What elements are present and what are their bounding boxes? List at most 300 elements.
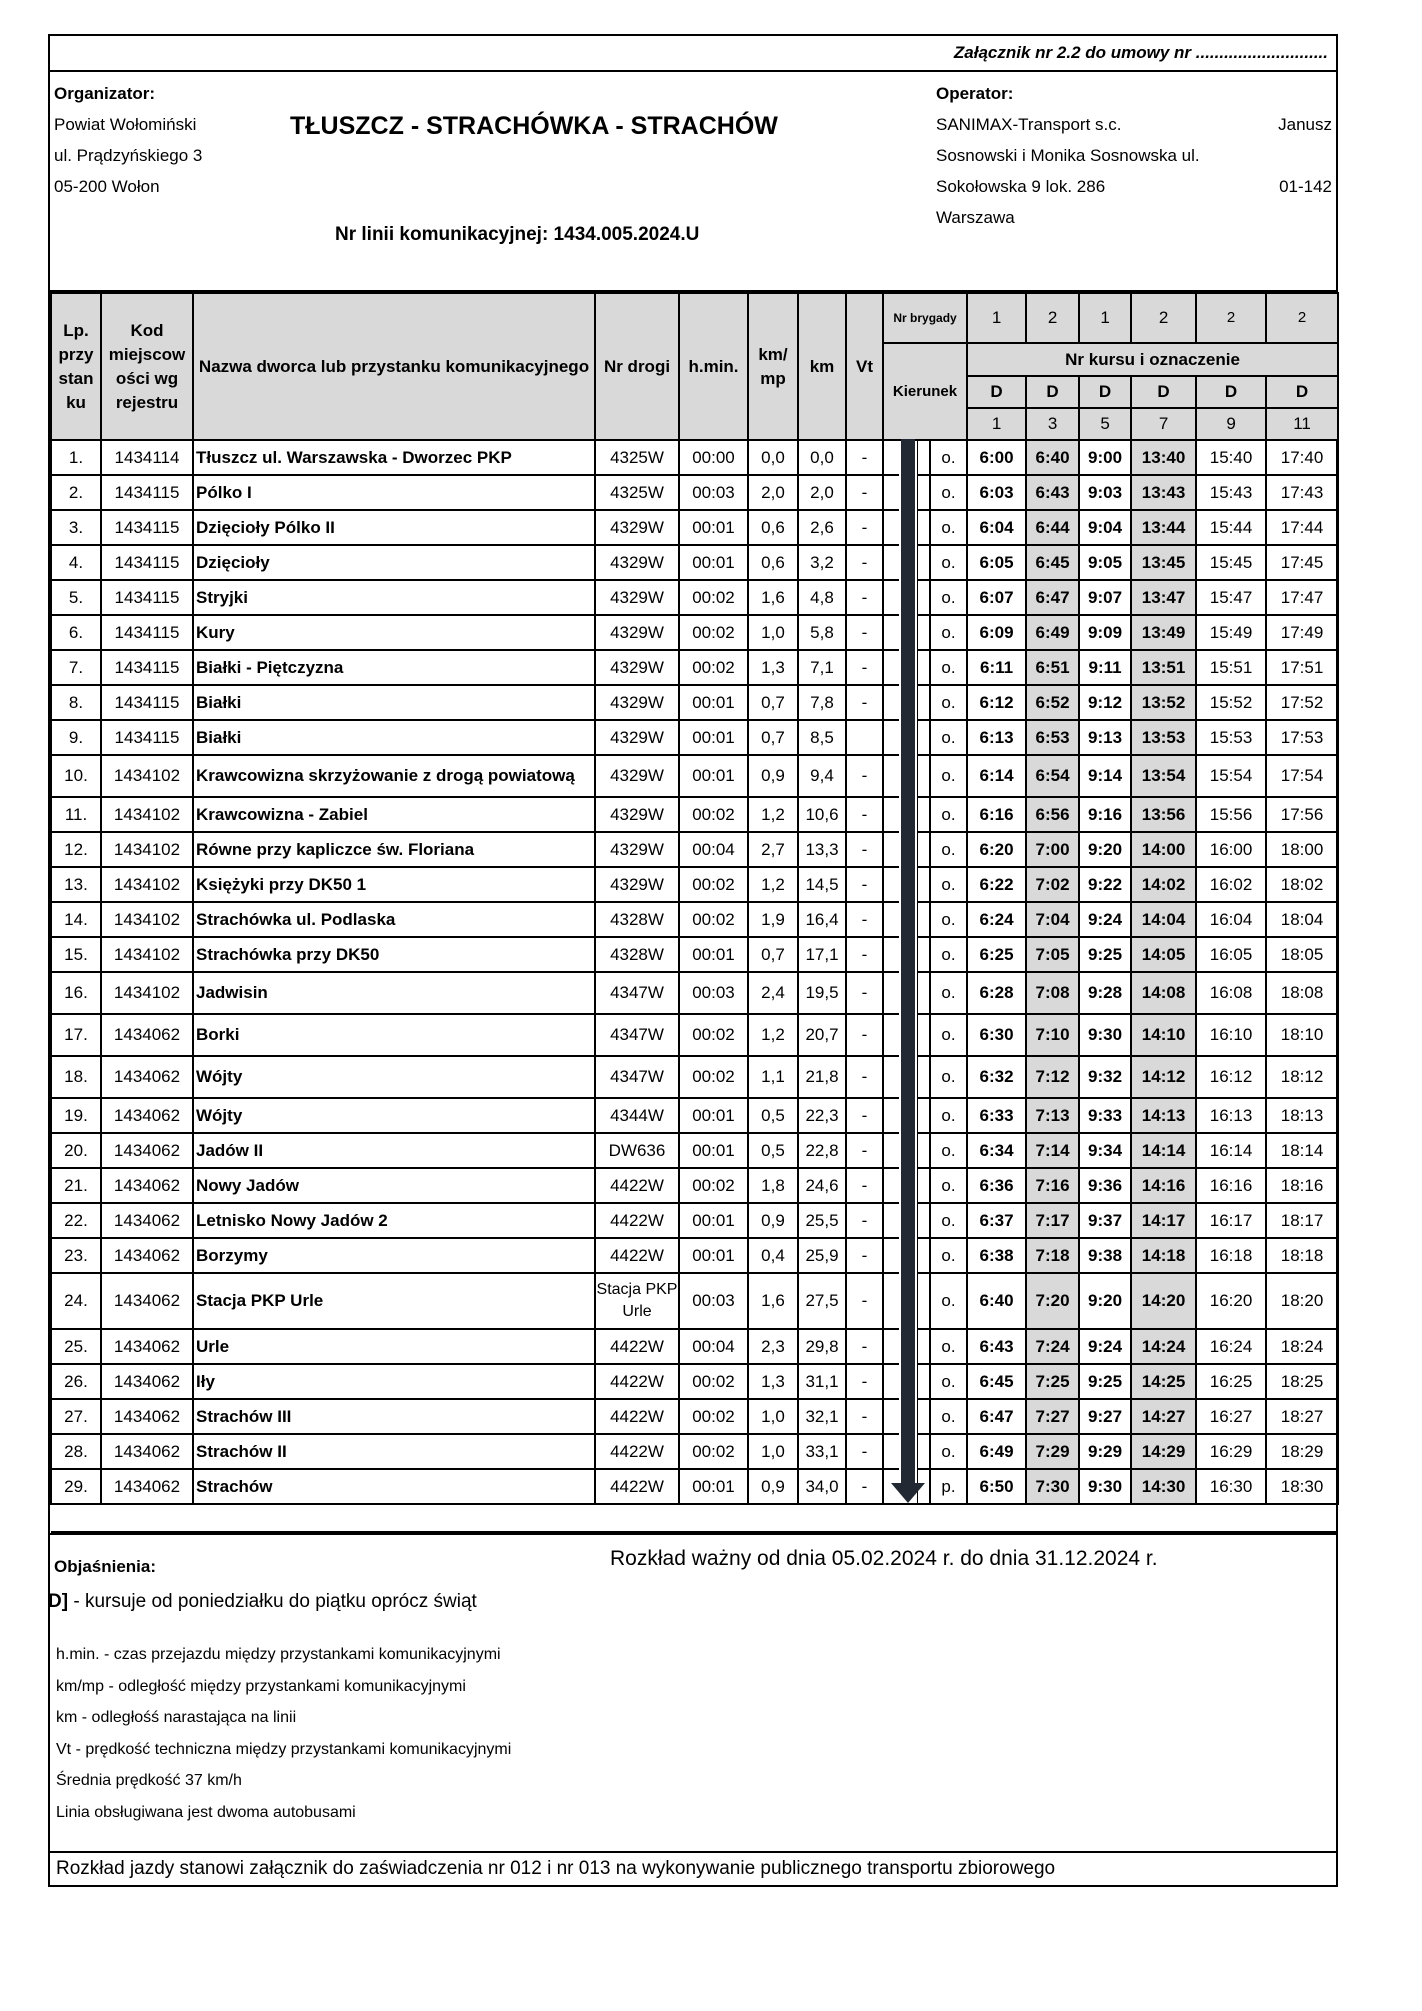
- departure-time: 6:44: [1026, 510, 1079, 545]
- course-number: 9: [1196, 408, 1266, 440]
- cell-km: 25,9: [798, 1238, 846, 1273]
- cell-name: Jadwisin: [193, 972, 595, 1014]
- departure-time: 14:00: [1131, 832, 1196, 867]
- departure-time: 6:14: [967, 755, 1026, 797]
- cell-hmin: 00:01: [679, 545, 748, 580]
- departure-time: 18:17: [1266, 1203, 1338, 1238]
- cell-road: 4422W: [595, 1203, 679, 1238]
- cell-vt: -: [846, 937, 883, 972]
- cell-hmin: 00:01: [679, 937, 748, 972]
- cell-road: 4344W: [595, 1098, 679, 1133]
- cell-name: Wójty: [193, 1098, 595, 1133]
- table-row: [51, 1273, 1338, 1329]
- cell-lp: 2.: [51, 475, 101, 510]
- departure-time: 15:40: [1196, 440, 1266, 475]
- cell-code: 1434102: [101, 902, 193, 937]
- cell-name: Wójty: [193, 1056, 595, 1098]
- table-row: [51, 1364, 1338, 1399]
- timetable: [50, 292, 1339, 1533]
- departure-time: 17:53: [1266, 720, 1338, 755]
- cell-name: Strachówka przy DK50: [193, 937, 595, 972]
- course-number: 1: [967, 408, 1026, 440]
- departure-time: 7:20: [1026, 1273, 1079, 1329]
- departure-time: 6:56: [1026, 797, 1079, 832]
- cell-km: 22,8: [798, 1133, 846, 1168]
- table-row: [51, 1238, 1338, 1273]
- cell-vt: -: [846, 580, 883, 615]
- table-row: [51, 510, 1338, 545]
- cell-vt: -: [846, 1168, 883, 1203]
- cell-kmmp: 0,5: [748, 1133, 798, 1168]
- header-lp: Lp. przy stan ku: [51, 293, 101, 440]
- departure-time: 16:16: [1196, 1168, 1266, 1203]
- departure-time: 16:04: [1196, 902, 1266, 937]
- departure-time: 18:13: [1266, 1098, 1338, 1133]
- departure-time: 15:49: [1196, 615, 1266, 650]
- cell-code: 1434062: [101, 1399, 193, 1434]
- cell-road: 4329W: [595, 510, 679, 545]
- departure-time: 16:13: [1196, 1098, 1266, 1133]
- cell-hmin: 00:01: [679, 1238, 748, 1273]
- course-number: 11: [1266, 408, 1338, 440]
- brigade-cell: 1: [967, 293, 1026, 343]
- departure-time: 9:27: [1079, 1399, 1131, 1434]
- departure-time: 13:52: [1131, 685, 1196, 720]
- departure-time: 16:02: [1196, 867, 1266, 902]
- arrow-head: [891, 1483, 925, 1503]
- cell-name: Jadów II: [193, 1133, 595, 1168]
- departure-time: 7:02: [1026, 867, 1079, 902]
- cell-lp: 23.: [51, 1238, 101, 1273]
- cell-hmin: 00:01: [679, 1469, 748, 1504]
- cell-kmmp: 0,9: [748, 755, 798, 797]
- legend-d-mark: [48, 1591, 477, 1613]
- departure-time: 7:30: [1026, 1469, 1079, 1504]
- cell-name: Krawcowizna skrzyżowanie z drogą powiatową: [193, 755, 595, 797]
- cell-kmmp: 0,0: [748, 440, 798, 475]
- cell-vt: -: [846, 832, 883, 867]
- cell-hmin: 00:02: [679, 615, 748, 650]
- cell-name: Iły: [193, 1364, 595, 1399]
- departure-time: 17:43: [1266, 475, 1338, 510]
- cell-code: 1434062: [101, 1434, 193, 1469]
- table-row: [51, 1469, 1338, 1504]
- departure-time: 18:16: [1266, 1168, 1338, 1203]
- cell-direction: o.: [930, 1133, 967, 1168]
- departure-time: 6:00: [967, 440, 1026, 475]
- operator-line: [936, 202, 1332, 233]
- cell-direction: o.: [930, 1056, 967, 1098]
- departure-time: 6:52: [1026, 685, 1079, 720]
- cell-km: 7,1: [798, 650, 846, 685]
- departure-time: 16:25: [1196, 1364, 1266, 1399]
- departure-time: 6:07: [967, 580, 1026, 615]
- cell-km: 2,6: [798, 510, 846, 545]
- cell-code: 1434062: [101, 1238, 193, 1273]
- departure-time: 9:24: [1079, 902, 1131, 937]
- departure-time: 7:25: [1026, 1364, 1079, 1399]
- table-row: [51, 902, 1338, 937]
- table-row: [51, 937, 1338, 972]
- departure-time: 13:45: [1131, 545, 1196, 580]
- cell-vt: -: [846, 475, 883, 510]
- cell-code: 1434062: [101, 1329, 193, 1364]
- departure-time: 16:29: [1196, 1434, 1266, 1469]
- cell-km: 22,3: [798, 1098, 846, 1133]
- departure-time: 17:49: [1266, 615, 1338, 650]
- header-vt: Vt: [846, 293, 883, 440]
- departure-time: 7:18: [1026, 1238, 1079, 1273]
- cell-vt: -: [846, 867, 883, 902]
- departure-time: 7:00: [1026, 832, 1079, 867]
- departure-time: 6:32: [967, 1056, 1026, 1098]
- cell-direction: o.: [930, 475, 967, 510]
- cell-km: 17,1: [798, 937, 846, 972]
- cell-vt: -: [846, 1434, 883, 1469]
- table-row: [51, 832, 1338, 867]
- departure-time: 13:53: [1131, 720, 1196, 755]
- cell-kmmp: 1,2: [748, 867, 798, 902]
- cell-road: 4329W: [595, 720, 679, 755]
- departure-time: 15:52: [1196, 685, 1266, 720]
- cell-vt: -: [846, 1364, 883, 1399]
- departure-time: 16:10: [1196, 1014, 1266, 1056]
- cell-code: 1434115: [101, 510, 193, 545]
- cell-hmin: 00:01: [679, 720, 748, 755]
- departure-time: 6:40: [1026, 440, 1079, 475]
- departure-time: 15:56: [1196, 797, 1266, 832]
- departure-time: 14:10: [1131, 1014, 1196, 1056]
- cell-km: 8,5: [798, 720, 846, 755]
- legend-item: Średnia prędkość 37 km/h: [56, 1772, 242, 1789]
- cell-hmin: 00:01: [679, 1133, 748, 1168]
- cell-kmmp: 1,9: [748, 902, 798, 937]
- course-mark: D: [967, 376, 1026, 408]
- cell-km: 9,4: [798, 755, 846, 797]
- cell-kmmp: 0,5: [748, 1098, 798, 1133]
- cell-road: 4329W: [595, 615, 679, 650]
- departure-time: 14:30: [1131, 1469, 1196, 1504]
- cell-lp: 26.: [51, 1364, 101, 1399]
- cell-lp: 18.: [51, 1056, 101, 1098]
- arrow-shaft: [901, 439, 915, 1485]
- departure-time: 6:22: [967, 867, 1026, 902]
- cell-km: 16,4: [798, 902, 846, 937]
- d-mark: D]: [48, 1591, 69, 1612]
- annex-label: Załącznik nr 2.2 do umowy nr ............................: [50, 36, 1336, 72]
- departure-time: 6:47: [967, 1399, 1026, 1434]
- cell-vt: -: [846, 1014, 883, 1056]
- cell-km: 29,8: [798, 1329, 846, 1364]
- course-mark: D: [1026, 376, 1079, 408]
- departure-time: 18:12: [1266, 1056, 1338, 1098]
- cell-code: 1434115: [101, 720, 193, 755]
- validity-period: Rozkład ważny od dnia 05.02.2024 r. do dnia 31.12.2024 r.: [610, 1547, 1158, 1570]
- cell-name: Stacja PKP Urle: [193, 1273, 595, 1329]
- departure-time: 15:45: [1196, 545, 1266, 580]
- departure-time: 13:49: [1131, 615, 1196, 650]
- departure-time: 6:33: [967, 1098, 1026, 1133]
- course-number: 5: [1079, 408, 1131, 440]
- operator-line-right: 01-142: [1279, 177, 1332, 196]
- cell-hmin: 00:03: [679, 1273, 748, 1329]
- departure-time: 14:18: [1131, 1238, 1196, 1273]
- cell-km: 32,1: [798, 1399, 846, 1434]
- cell-code: 1434062: [101, 1273, 193, 1329]
- cell-hmin: 00:02: [679, 797, 748, 832]
- cell-vt: -: [846, 1238, 883, 1273]
- departure-time: 16:24: [1196, 1329, 1266, 1364]
- departure-time: 6:47: [1026, 580, 1079, 615]
- departure-time: 16:12: [1196, 1056, 1266, 1098]
- cell-road: 4347W: [595, 972, 679, 1014]
- brigade-cell: 2: [1131, 293, 1196, 343]
- cell-code: 1434062: [101, 1056, 193, 1098]
- cell-vt: -: [846, 1329, 883, 1364]
- table-row: [51, 1203, 1338, 1238]
- cell-lp: 7.: [51, 650, 101, 685]
- departure-time: 13:43: [1131, 475, 1196, 510]
- cell-name: Letnisko Nowy Jadów 2: [193, 1203, 595, 1238]
- cell-direction: o.: [930, 1238, 967, 1273]
- cell-code: 1434102: [101, 797, 193, 832]
- departure-time: 13:54: [1131, 755, 1196, 797]
- cell-name: Borzymy: [193, 1238, 595, 1273]
- course-number: 3: [1026, 408, 1079, 440]
- departure-time: 14:08: [1131, 972, 1196, 1014]
- departure-time: 14:27: [1131, 1399, 1196, 1434]
- cell-km: 2,0: [798, 475, 846, 510]
- cell-hmin: 00:04: [679, 1329, 748, 1364]
- departure-time: 18:30: [1266, 1469, 1338, 1504]
- departure-time: 9:30: [1079, 1014, 1131, 1056]
- operator-line: [936, 140, 1332, 171]
- cell-km: 13,3: [798, 832, 846, 867]
- cell-direction: o.: [930, 650, 967, 685]
- cell-vt: -: [846, 1098, 883, 1133]
- cell-lp: 4.: [51, 545, 101, 580]
- legend-item: h.min. - czas przejazdu między przystankami komunikacyjnymi: [56, 1646, 501, 1663]
- cell-road: 4347W: [595, 1056, 679, 1098]
- cell-road: 4422W: [595, 1168, 679, 1203]
- departure-time: 16:20: [1196, 1273, 1266, 1329]
- cell-road: 4422W: [595, 1434, 679, 1469]
- departure-time: 7:24: [1026, 1329, 1079, 1364]
- cell-hmin: 00:02: [679, 902, 748, 937]
- cell-kmmp: 0,7: [748, 720, 798, 755]
- departure-time: 14:14: [1131, 1133, 1196, 1168]
- departure-time: 9:14: [1079, 755, 1131, 797]
- cell-hmin: 00:02: [679, 1434, 748, 1469]
- cell-vt: -: [846, 755, 883, 797]
- header-km: km: [798, 293, 846, 440]
- cell-kmmp: 0,7: [748, 685, 798, 720]
- cell-vt: -: [846, 545, 883, 580]
- departure-time: 17:40: [1266, 440, 1338, 475]
- cell-direction: o.: [930, 832, 967, 867]
- cell-kmmp: 0,9: [748, 1203, 798, 1238]
- cell-hmin: 00:02: [679, 1364, 748, 1399]
- legend-items: [56, 1639, 511, 1828]
- table-row: [51, 720, 1338, 755]
- cell-hmin: 00:02: [679, 1056, 748, 1098]
- course-mark: D: [1266, 376, 1338, 408]
- cell-lp: 13.: [51, 867, 101, 902]
- down-arrow-icon: [899, 441, 917, 1503]
- table-row: [51, 867, 1338, 902]
- header-direction: Kierunek: [883, 343, 967, 440]
- operator-line-left: Warszawa: [936, 208, 1015, 227]
- departure-time: 7:14: [1026, 1133, 1079, 1168]
- departure-time: 15:44: [1196, 510, 1266, 545]
- departure-time: 17:45: [1266, 545, 1338, 580]
- departure-time: 9:37: [1079, 1203, 1131, 1238]
- cell-lp: 24.: [51, 1273, 101, 1329]
- departure-time: 14:24: [1131, 1329, 1196, 1364]
- cell-hmin: 00:02: [679, 1014, 748, 1056]
- cell-name: Pólko I: [193, 475, 595, 510]
- cell-name: Strachów II: [193, 1434, 595, 1469]
- departure-time: 16:05: [1196, 937, 1266, 972]
- cell-km: 14,5: [798, 867, 846, 902]
- cell-code: 1434062: [101, 1133, 193, 1168]
- cell-kmmp: 1,8: [748, 1168, 798, 1203]
- departure-time: 7:17: [1026, 1203, 1079, 1238]
- departure-time: 6:05: [967, 545, 1026, 580]
- departure-time: 6:45: [967, 1364, 1026, 1399]
- departure-time: 6:40: [967, 1273, 1026, 1329]
- departure-time: 9:36: [1079, 1168, 1131, 1203]
- course-mark: D: [1196, 376, 1266, 408]
- cell-code: 1434062: [101, 1364, 193, 1399]
- departure-time: 16:17: [1196, 1203, 1266, 1238]
- cell-direction: o.: [930, 685, 967, 720]
- cell-km: 3,2: [798, 545, 846, 580]
- cell-road: 4329W: [595, 580, 679, 615]
- departure-time: 18:10: [1266, 1014, 1338, 1056]
- cell-name: Stryjki: [193, 580, 595, 615]
- cell-lp: 8.: [51, 685, 101, 720]
- cell-kmmp: 1,6: [748, 1273, 798, 1329]
- departure-time: 6:04: [967, 510, 1026, 545]
- cell-road: 4422W: [595, 1469, 679, 1504]
- departure-time: 7:05: [1026, 937, 1079, 972]
- cell-kmmp: 0,7: [748, 937, 798, 972]
- cell-lp: 3.: [51, 510, 101, 545]
- departure-time: 6:12: [967, 685, 1026, 720]
- cell-code: 1434102: [101, 867, 193, 902]
- cell-vt: -: [846, 510, 883, 545]
- cell-lp: 29.: [51, 1469, 101, 1504]
- cell-hmin: 00:00: [679, 440, 748, 475]
- departure-time: 18:08: [1266, 972, 1338, 1014]
- departure-time: 9:28: [1079, 972, 1131, 1014]
- cell-lp: 15.: [51, 937, 101, 972]
- header-section: [50, 72, 1336, 292]
- cell-code: 1434115: [101, 580, 193, 615]
- cell-road: 4422W: [595, 1364, 679, 1399]
- operator-line-right: Janusz: [1278, 115, 1332, 134]
- operator-block: [936, 78, 1332, 233]
- legend-item: km - odległośś narastająca na linii: [56, 1709, 297, 1726]
- cell-road: 4328W: [595, 937, 679, 972]
- departure-time: 7:04: [1026, 902, 1079, 937]
- cell-direction: o.: [930, 1273, 967, 1329]
- cell-km: 5,8: [798, 615, 846, 650]
- cell-lp: 11.: [51, 797, 101, 832]
- cell-vt: -: [846, 685, 883, 720]
- departure-time: 9:09: [1079, 615, 1131, 650]
- departure-time: 9:22: [1079, 867, 1131, 902]
- cell-vt: -: [846, 1056, 883, 1098]
- cell-kmmp: 1,3: [748, 650, 798, 685]
- cell-hmin: 00:03: [679, 475, 748, 510]
- table-row: [51, 545, 1338, 580]
- cell-code: 1434115: [101, 545, 193, 580]
- departure-time: 16:00: [1196, 832, 1266, 867]
- cell-km: 10,6: [798, 797, 846, 832]
- cell-kmmp: 1,2: [748, 797, 798, 832]
- cell-vt: -: [846, 1133, 883, 1168]
- departure-time: 18:24: [1266, 1329, 1338, 1364]
- cell-direction: o.: [930, 720, 967, 755]
- departure-time: 14:25: [1131, 1364, 1196, 1399]
- departure-time: 6:45: [1026, 545, 1079, 580]
- departure-time: 6:03: [967, 475, 1026, 510]
- departure-time: 9:25: [1079, 937, 1131, 972]
- cell-code: 1434102: [101, 832, 193, 867]
- departure-time: 18:05: [1266, 937, 1338, 972]
- cell-code: 1434114: [101, 440, 193, 475]
- cell-kmmp: 1,0: [748, 615, 798, 650]
- cell-direction: o.: [930, 1434, 967, 1469]
- cell-hmin: 00:02: [679, 867, 748, 902]
- course-mark: D: [1079, 376, 1131, 408]
- cell-code: 1434115: [101, 650, 193, 685]
- departure-time: 9:00: [1079, 440, 1131, 475]
- departure-time: 9:33: [1079, 1098, 1131, 1133]
- brigade-cell: 2: [1266, 293, 1338, 343]
- cell-direction: o.: [930, 1014, 967, 1056]
- cell-name: Tłuszcz ul. Warszawska - Dworzec PKP: [193, 440, 595, 475]
- table-row: [51, 755, 1338, 797]
- cell-kmmp: 0,9: [748, 1469, 798, 1504]
- cell-road: 4329W: [595, 832, 679, 867]
- table-row: [51, 1329, 1338, 1364]
- departure-time: 18:18: [1266, 1238, 1338, 1273]
- table-row: [51, 580, 1338, 615]
- cell-road: 4328W: [595, 902, 679, 937]
- cell-vt: -: [846, 440, 883, 475]
- cell-km: 33,1: [798, 1434, 846, 1469]
- cell-hmin: 00:02: [679, 650, 748, 685]
- operator-line: [936, 109, 1332, 140]
- cell-direction: p.: [930, 1469, 967, 1504]
- departure-time: 6:09: [967, 615, 1026, 650]
- departure-time: 6:28: [967, 972, 1026, 1014]
- departure-time: 6:38: [967, 1238, 1026, 1273]
- cell-km: 31,1: [798, 1364, 846, 1399]
- departure-time: 14:17: [1131, 1203, 1196, 1238]
- cell-name: Dzięcioły: [193, 545, 595, 580]
- cell-km: 7,8: [798, 685, 846, 720]
- cell-lp: 27.: [51, 1399, 101, 1434]
- cell-km: 34,0: [798, 1469, 846, 1504]
- cell-direction: o.: [930, 1098, 967, 1133]
- cell-kmmp: 0,4: [748, 1238, 798, 1273]
- cell-road: 4329W: [595, 867, 679, 902]
- departure-time: 6:13: [967, 720, 1026, 755]
